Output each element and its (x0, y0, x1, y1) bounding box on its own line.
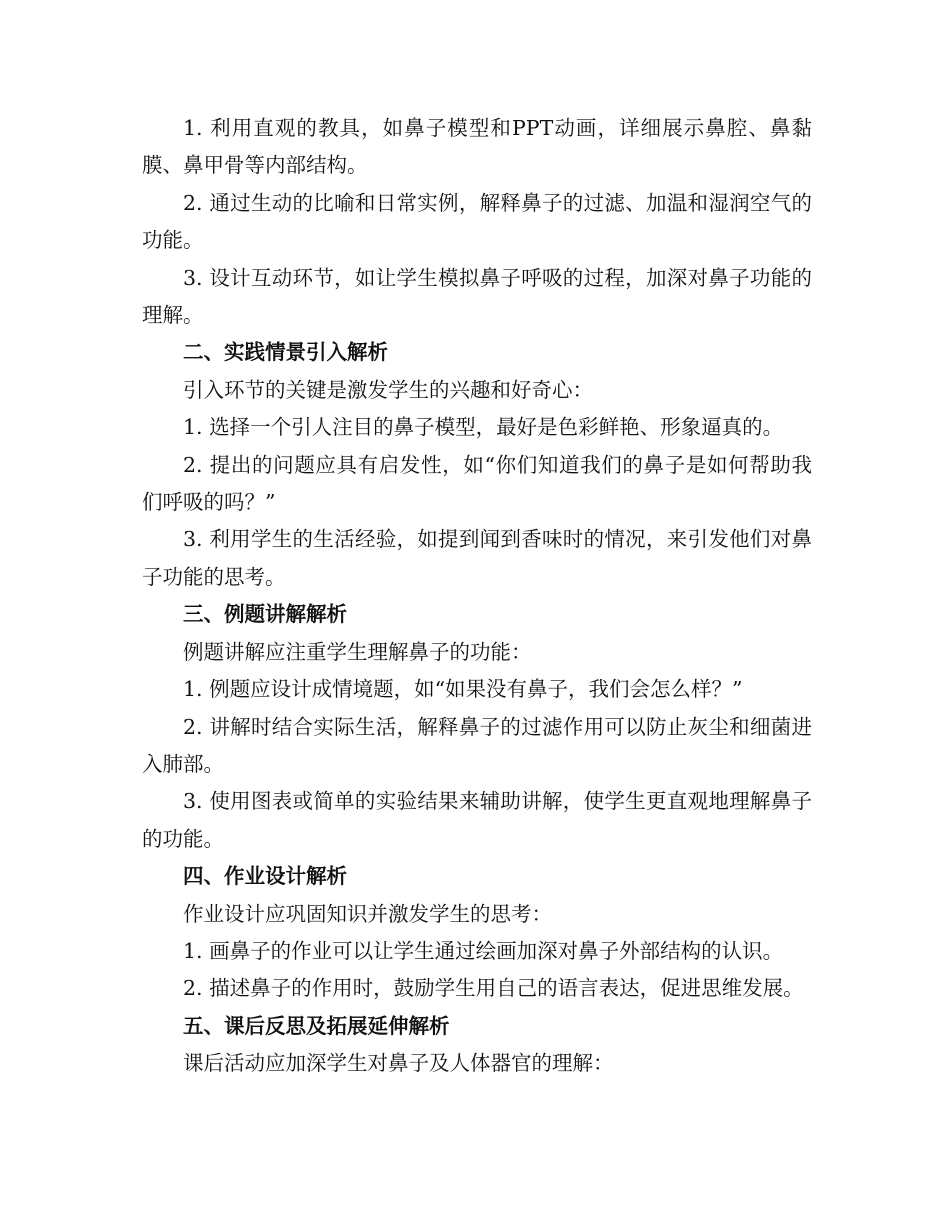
section-heading: 五、课后反思及拓展延伸解析 (183, 1013, 450, 1038)
list-item: 2. 通过生动的比喻和日常实例，解释鼻子的过滤、加温和湿润空气的功能。 (142, 190, 812, 253)
document-body (142, 110, 812, 1083)
section-heading: 四、作业设计解析 (183, 864, 347, 889)
list-item: 3. 使用图表或简单的实验结果来辅助讲解，使学生更直观地理解鼻子的功能。 (142, 789, 812, 851)
list-item: 2. 提出的问题应具有启发性，如“你们知道我们的鼻子是如何帮助我们呼吸的吗？” (142, 452, 812, 515)
list-item: 3. 设计互动环节，如让学生模拟鼻子呼吸的过程，加深对鼻子功能的理解。 (142, 265, 812, 328)
list-item: 3. 利用学生的生活经验，如提到闻到香味时的情况，来引发他们对鼻子功能的思考。 (142, 527, 812, 589)
section-heading: 二、实践情景引入解析 (183, 340, 388, 365)
section-intro: 作业设计应巩固知识并激发学生的思考： (183, 901, 552, 926)
section-heading: 三、例题讲解解析 (183, 602, 347, 627)
list-item: 1. 利用直观的教具，如鼻子模型和PPT动画，详细展示鼻腔、鼻黏膜、鼻甲骨等内部结构。 (142, 116, 812, 178)
list-item: 2. 讲解时结合实际生活，解释鼻子的过滤作用可以防止灰尘和细菌进入肺部。 (142, 714, 812, 776)
list-item: 1. 选择一个引人注目的鼻子模型，最好是色彩鲜艳、形象逼真的。 (183, 415, 784, 440)
section-intro: 例题讲解应注重学生理解鼻子的功能： (183, 639, 532, 664)
list-item: 1. 画鼻子的作业可以让学生通过绘画加深对鼻子外部结构的认识。 (183, 938, 784, 963)
section-intro: 课后活动应加深学生对鼻子及人体器官的理解： (183, 1051, 614, 1076)
section-intro: 引入环节的关键是激发学生的兴趣和好奇心： (183, 377, 593, 402)
list-item: 2. 描述鼻子的作用时，鼓励学生用自己的语言表达，促进思维发展。 (183, 976, 804, 1001)
list-item: 1. 例题应设计成情境题，如“如果没有鼻子，我们会怎么样？” (183, 677, 743, 702)
